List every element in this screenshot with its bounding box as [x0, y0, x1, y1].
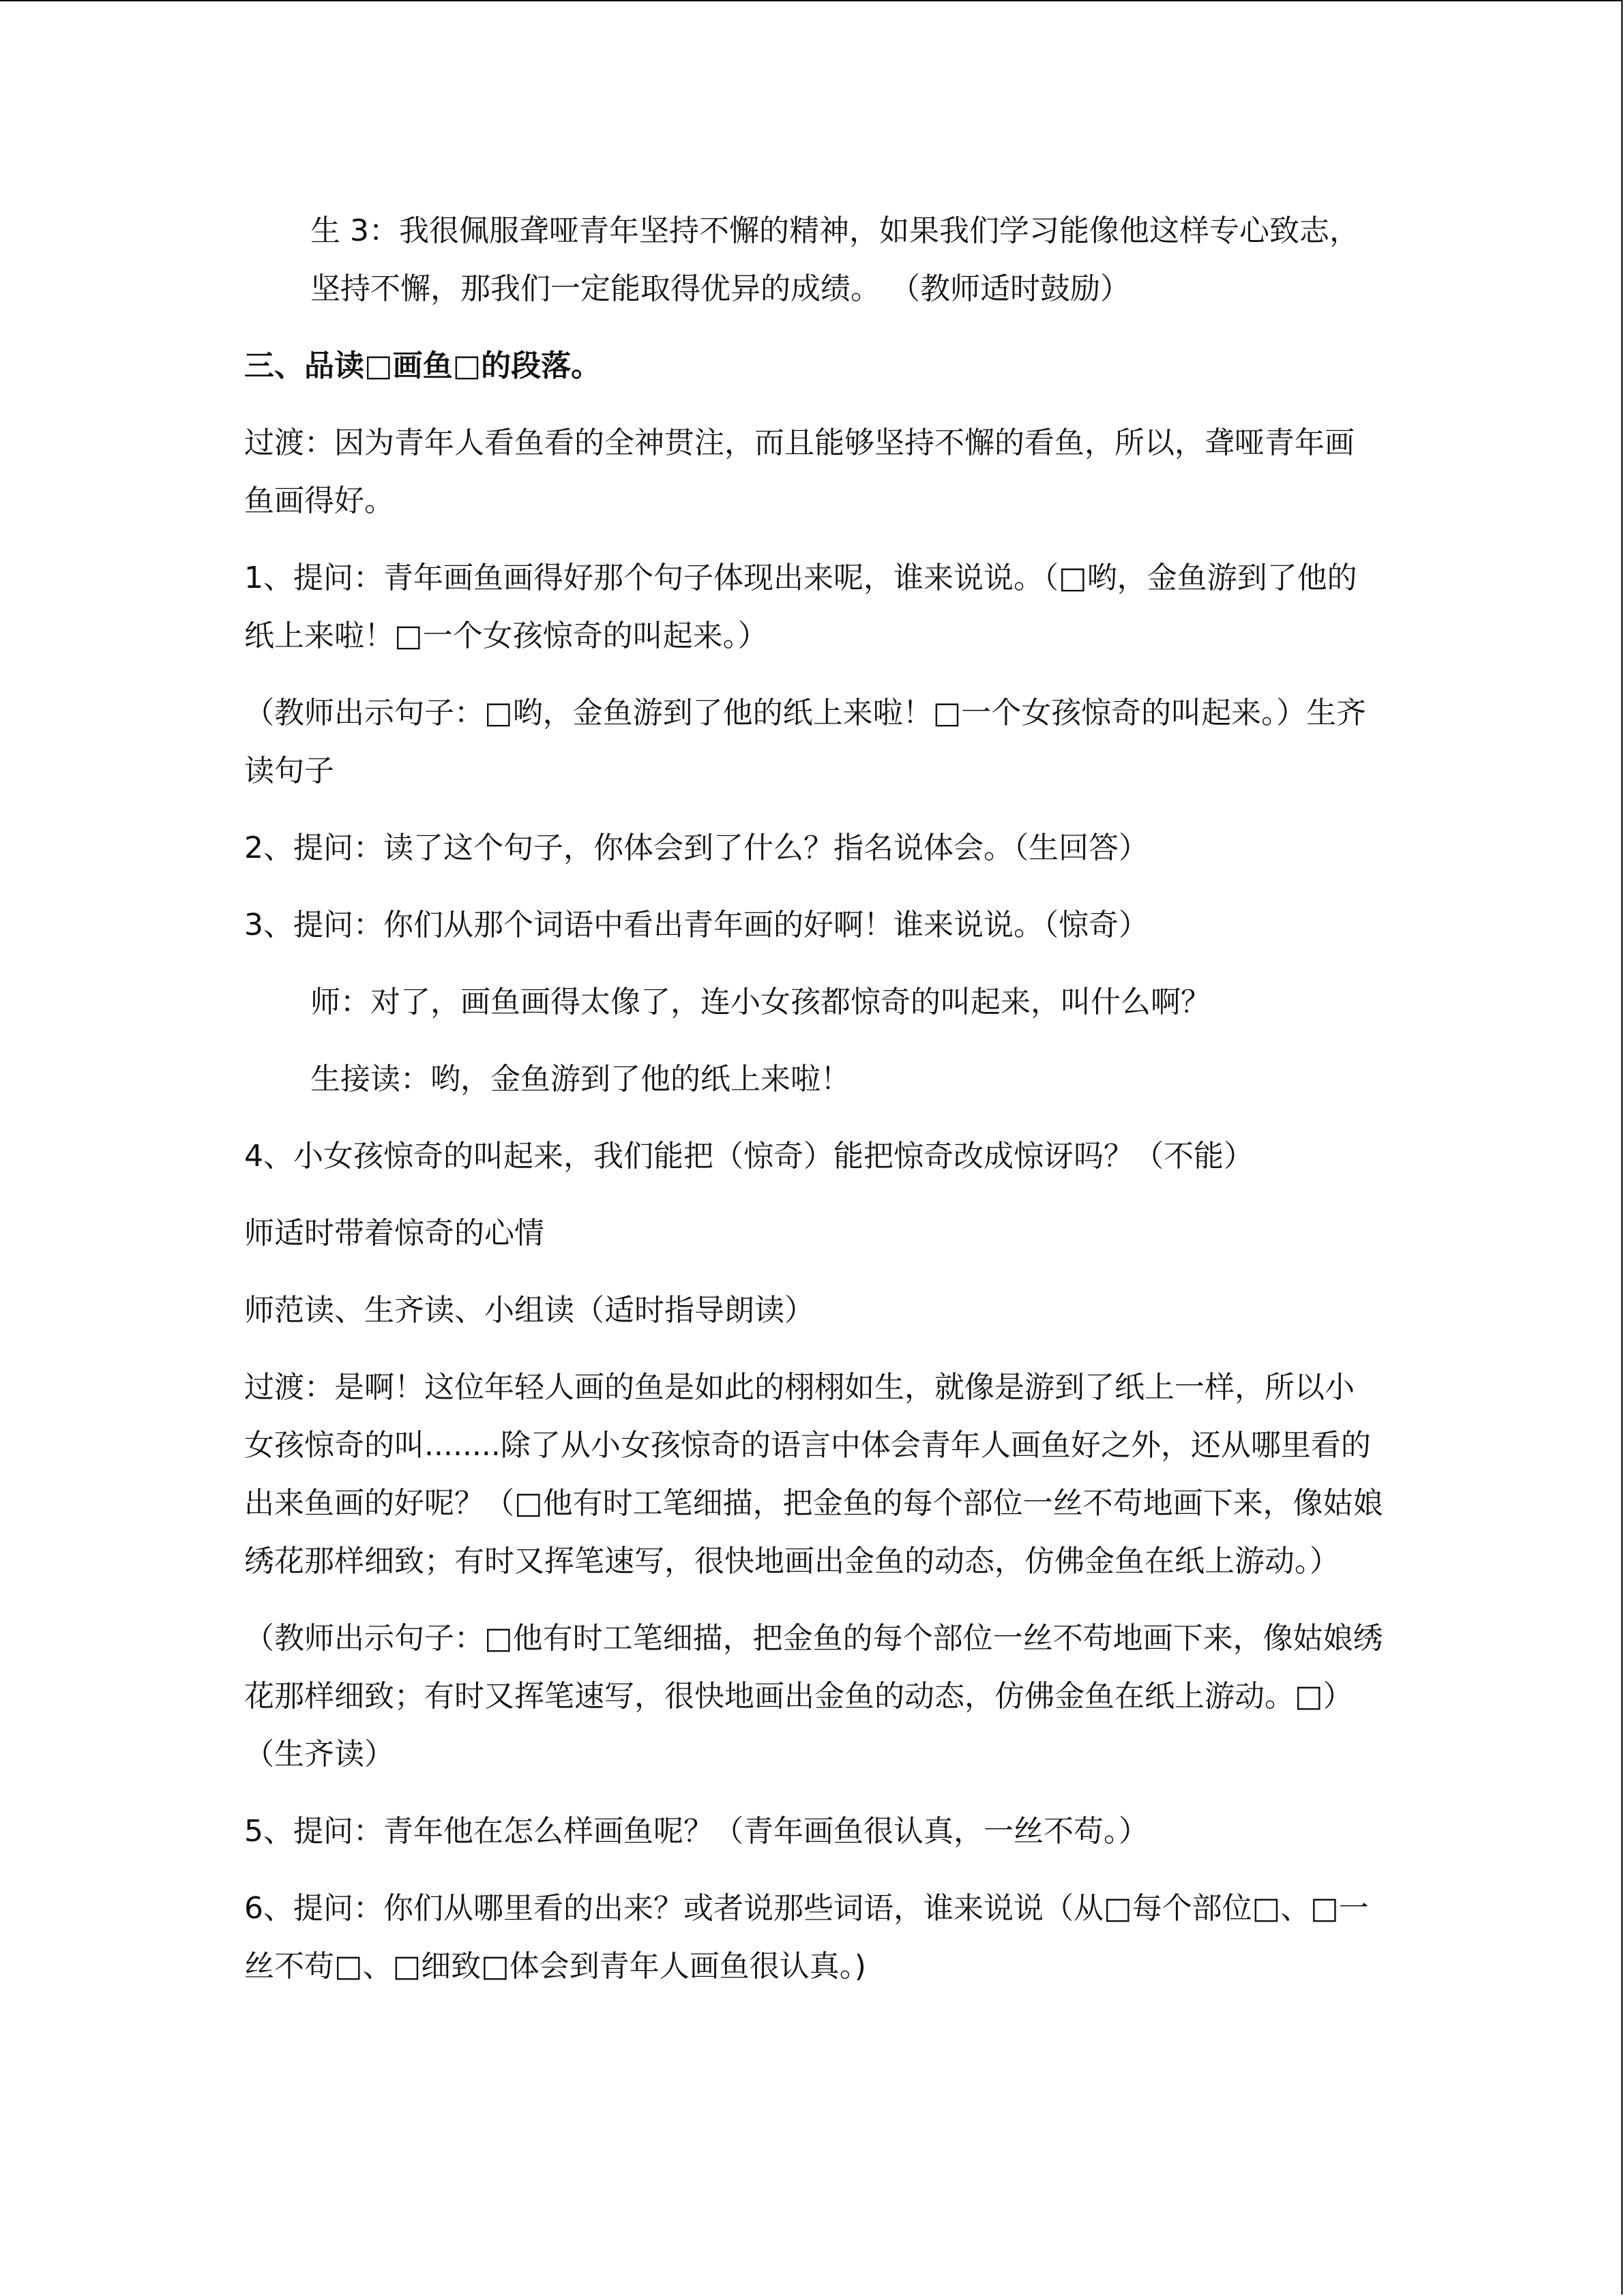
paragraph-teacher-shows-sentence-1: （教师出示句子：□哟，金鱼游到了他的纸上来啦！□一个女孩惊奇的叫起来。）生齐读句子 [244, 696, 1367, 788]
paragraph-question-1: 1、提问：青年画鱼画得好那个句子体现出来呢，谁来说说。（□哟，金鱼游到了他的纸上来啦！□一个女孩惊奇的叫起来。） [244, 561, 1357, 653]
paragraph-question-6: 6、提问：你们从哪里看的出来？或者说那些词语，谁来说说（从□每个部位□、□一丝不苟□、□细致□体会到青年人画鱼很认真。) [244, 1891, 1369, 1984]
paragraph-student-read: 生接读：哟，金鱼游到了他的纸上来啦！ [310, 1062, 851, 1097]
paragraph-teacher-line: 师：对了，画鱼画得太像了，连小女孩都惊奇的叫起来，叫什么啊？ [310, 985, 1211, 1019]
paragraph-reading-modes: 师范读、生齐读、小组读（适时指导朗读） [244, 1293, 814, 1328]
paragraph-question-2: 2、提问：读了这个句子，你体会到了什么？指名说体会。（生回答） [244, 831, 1149, 865]
paragraph-question-4: 4、小女孩惊奇的叫起来，我们能把（惊奇）能把惊奇改成惊讶吗？（不能） [244, 1139, 1254, 1174]
paragraph-transition-1: 过渡：因为青年人看鱼看的全神贯注，而且能够坚持不懈的看鱼，所以，聋哑青年画鱼画得好。 [244, 426, 1355, 518]
paragraph-teacher-mood: 师适时带着惊奇的心情 [244, 1216, 544, 1251]
document-body [244, 202, 1383, 2014]
paragraph-student-3-answer: 生 3：我很佩服聋哑青年坚持不懈的精神，如果我们学习能像他这样专心致志，坚持不懈，那我们一定能取得优异的成绩。 （教师适时鼓励） [310, 213, 1359, 306]
paragraph-teacher-shows-sentence-2: （教师出示句子：□他有时工笔细描，把金鱼的每个部位一丝不苟地画下来，像姑娘绣花那样细致；有时又挥笔速写，很快地画出金鱼的动态，仿佛金鱼在纸上游动。□）（生齐读） [244, 1621, 1383, 1772]
paragraph-question-3: 3、提问：你们从那个词语中看出青年画的好啊！谁来说说。（惊奇） [244, 908, 1149, 942]
paragraph-transition-2: 过渡：是啊！这位年轻人画的鱼是如此的栩栩如生，就像是游到了纸上一样，所以小女孩惊奇的叫........除了从小女孩惊奇的语言中体会青年人画鱼好之外，还从哪里看的出来鱼画的好呢？（□他有时工笔细描，把金鱼的每个部位一丝不苟地画下来，像姑娘绣花那样细致；有时又挥笔速写，很快地画出金鱼的动态，仿佛金鱼在纸上游动。） [244, 1370, 1383, 1579]
paragraph-question-5: 5、提问：青年他在怎么样画鱼呢？（青年画鱼很认真，一丝不苟。） [244, 1814, 1149, 1849]
section-heading-drawing-fish: 三、品读□画鱼□的段落。 [244, 348, 602, 383]
